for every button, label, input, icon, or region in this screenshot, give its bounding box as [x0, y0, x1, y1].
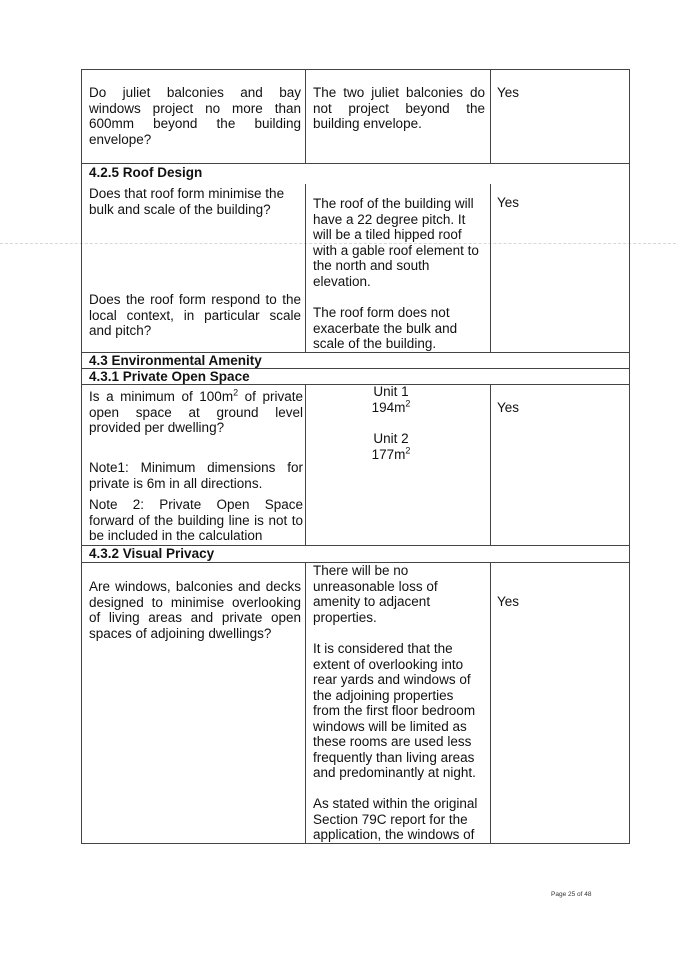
- column-divider: [490, 69, 491, 164]
- unit-value: [330, 447, 452, 463]
- table-border-left: [81, 69, 82, 844]
- note: Note 2: Private Open Space forward of the building line is not to be included in the calculation: [89, 497, 303, 543]
- compliance-value: Yes: [497, 195, 520, 210]
- criterion-response: The roof form does not exacerbate the bulk and scale of the building.: [313, 305, 458, 351]
- column-divider: [490, 562, 491, 844]
- criterion-question: Do juliet balconies and bay windows project no more than 600mm beyond the building envelope?: [89, 85, 301, 147]
- table-border-right: [629, 69, 630, 844]
- unit-label: Unit 1: [373, 384, 409, 399]
- row-divider: [81, 163, 630, 164]
- section-heading: 4.3.1 Private Open Space: [89, 369, 250, 384]
- column-divider: [305, 184, 306, 353]
- section-heading: 4.2.5 Roof Design: [89, 165, 203, 180]
- section-heading: 4.3.2 Visual Privacy: [89, 546, 215, 561]
- criterion-question: Does the roof form respond to the local context, in particular scale and pitch?: [89, 292, 301, 338]
- criterion-response: The roof of the building will have a 22 degree pitch. It will be a tiled hipped roof with a gable roof element to the north and south elevation.: [313, 196, 479, 289]
- section-heading: 4.3 Environmental Amenity: [89, 353, 262, 368]
- note: Note1: Minimum dimensions for private is 6m in all directions.: [89, 460, 303, 491]
- column-divider: [305, 562, 306, 844]
- unit-value-text: 177m: [371, 447, 406, 462]
- criterion-response: It is considered that the extent of overlooking into rear yards and windows of the adjoining properties from the first floor bedroom windows will be limited as these rooms are used less frequently than living areas and predominantly at night.: [313, 641, 476, 780]
- column-divider: [490, 384, 491, 546]
- unit-value: [330, 400, 452, 416]
- question-text: Is a minimum of 100m: [89, 389, 234, 404]
- superscript: 2: [405, 445, 411, 456]
- criterion-question: [89, 389, 303, 436]
- compliance-value: Yes: [497, 400, 520, 415]
- question-text: of private open space at ground level provided per dwelling?: [89, 389, 304, 435]
- column-divider: [490, 184, 491, 353]
- criterion-question: Are windows, balconies and decks designed to minimise overlooking of living areas and private open spaces of adjoining dwellings?: [89, 579, 301, 641]
- superscript: 2: [405, 398, 411, 409]
- table-border-bottom: [81, 843, 630, 844]
- unit-value-text: 194m: [371, 400, 406, 415]
- table-border-top: [81, 69, 630, 70]
- unit-label: Unit 2: [373, 431, 409, 446]
- page-number: Page 25 of 48: [551, 891, 592, 898]
- superscript: 2: [233, 387, 239, 398]
- criterion-response: There will be no unreasonable loss of amenity to adjacent properties.: [313, 563, 438, 625]
- criterion-response: As stated within the original Section 79C report for the application, the windows of: [313, 796, 478, 842]
- column-divider: [305, 69, 306, 164]
- criterion-question: Does that roof form minimise the bulk and scale of the building?: [89, 186, 285, 217]
- criterion-response: The two juliet balconies do not project beyond the building envelope.: [313, 85, 485, 131]
- column-divider: [305, 384, 306, 546]
- compliance-value: Yes: [497, 85, 520, 100]
- compliance-value: Yes: [497, 594, 520, 609]
